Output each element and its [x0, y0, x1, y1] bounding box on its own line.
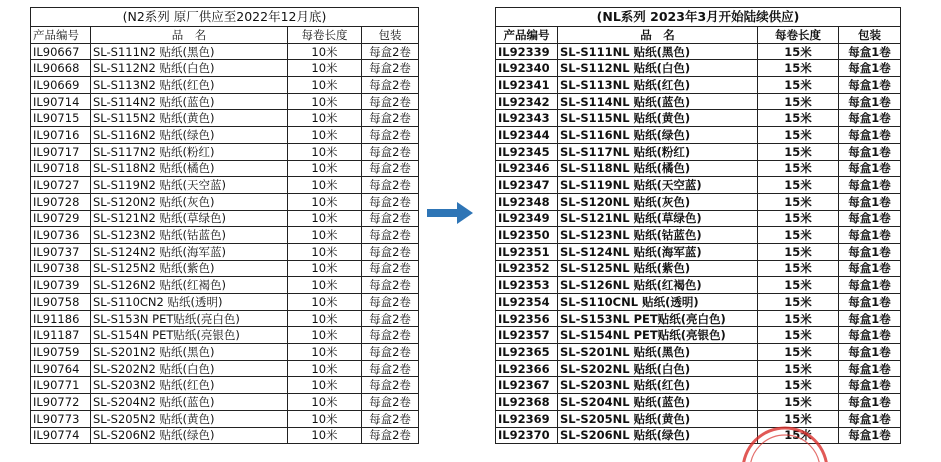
product-code: IL90718: [31, 160, 91, 177]
roll-length: 10米: [288, 277, 362, 294]
product-code: IL92357: [496, 327, 558, 344]
packaging: 每盒1卷: [839, 143, 901, 160]
roll-length: 15米: [758, 344, 839, 361]
table-row: [31, 93, 419, 110]
product-code: IL92356: [496, 310, 558, 327]
table-row: [496, 160, 901, 177]
product-code: IL92354: [496, 294, 558, 311]
table-row: [496, 60, 901, 77]
product-name: SL-S121NL 贴纸(草绿色): [558, 210, 758, 227]
roll-length: 15米: [758, 410, 839, 427]
packaging: 每盒2卷: [362, 227, 419, 244]
table-row: [31, 310, 419, 327]
packaging: 每盒1卷: [839, 43, 901, 60]
product-code: IL90727: [31, 177, 91, 194]
roll-length: 15米: [758, 310, 839, 327]
product-name: SL-S153NL PET贴纸(亮白色): [558, 310, 758, 327]
roll-length: 15米: [758, 177, 839, 194]
packaging: 每盒2卷: [362, 160, 419, 177]
product-code: IL92344: [496, 127, 558, 144]
roll-length: 15米: [758, 43, 839, 60]
product-code: IL90764: [31, 360, 91, 377]
product-name: SL-S125NL 贴纸(紫色): [558, 260, 758, 277]
product-name: SL-S116NL 贴纸(绿色): [558, 127, 758, 144]
table-row: [496, 344, 901, 361]
table-row: [496, 193, 901, 210]
product-code: IL90773: [31, 410, 91, 427]
product-code: IL91187: [31, 327, 91, 344]
roll-length: 10米: [288, 260, 362, 277]
roll-length: 15米: [758, 93, 839, 110]
packaging: 每盒1卷: [839, 77, 901, 94]
packaging: 每盒1卷: [839, 327, 901, 344]
product-name: SL-S115NL 贴纸(黄色): [558, 110, 758, 127]
packaging: 每盒1卷: [839, 177, 901, 194]
roll-length: 15米: [758, 427, 839, 444]
product-name: SL-S124NL 贴纸(海军蓝): [558, 243, 758, 260]
product-name: SL-S120NL 贴纸(灰色): [558, 193, 758, 210]
product-name: SL-S119NL 贴纸(天空蓝): [558, 177, 758, 194]
packaging: 每盒1卷: [839, 410, 901, 427]
packaging: 每盒2卷: [362, 43, 419, 60]
packaging: 每盒2卷: [362, 260, 419, 277]
packaging: 每盒1卷: [839, 427, 901, 444]
product-code: IL90669: [31, 77, 91, 94]
table-row: [496, 377, 901, 394]
red-seal-stamp: [730, 422, 840, 462]
product-code: IL92353: [496, 277, 558, 294]
product-name: SL-S114NL 贴纸(蓝色): [558, 93, 758, 110]
roll-length: 10米: [288, 410, 362, 427]
packaging: 每盒2卷: [362, 310, 419, 327]
product-code: IL92365: [496, 344, 558, 361]
product-name: SL-S203NL 贴纸(红色): [558, 377, 758, 394]
n2-series-table: [30, 7, 419, 444]
product-name: SL-S125N2 贴纸(紫色): [91, 260, 288, 277]
packaging: 每盒2卷: [362, 110, 419, 127]
product-code: IL90729: [31, 210, 91, 227]
product-code: IL92351: [496, 243, 558, 260]
roll-length: 15米: [758, 60, 839, 77]
product-code: IL90717: [31, 143, 91, 160]
product-code: IL90714: [31, 93, 91, 110]
roll-length: 10米: [288, 143, 362, 160]
table-row: [31, 394, 419, 411]
packaging: 每盒2卷: [362, 193, 419, 210]
product-name: SL-S201N2 贴纸(黑色): [91, 344, 288, 361]
product-code: IL90774: [31, 427, 91, 444]
product-code: IL92345: [496, 143, 558, 160]
product-name: SL-S118N2 贴纸(橘色): [91, 160, 288, 177]
product-code: IL90716: [31, 127, 91, 144]
product-name: SL-S203N2 贴纸(红色): [91, 377, 288, 394]
roll-length: 10米: [288, 160, 362, 177]
product-code: IL91186: [31, 310, 91, 327]
table-row: [496, 77, 901, 94]
packaging: 每盒1卷: [839, 210, 901, 227]
header-packaging: 包装: [362, 27, 419, 44]
table-row: [496, 93, 901, 110]
packaging: 每盒1卷: [839, 127, 901, 144]
product-code: IL92370: [496, 427, 558, 444]
roll-length: 10米: [288, 93, 362, 110]
product-name: SL-S204N2 贴纸(蓝色): [91, 394, 288, 411]
product-code: IL92343: [496, 110, 558, 127]
product-code: IL90739: [31, 277, 91, 294]
packaging: 每盒2卷: [362, 127, 419, 144]
roll-length: 10米: [288, 127, 362, 144]
packaging: 每盒1卷: [839, 377, 901, 394]
nl-series-table: [495, 7, 901, 444]
product-name: SL-S116N2 贴纸(绿色): [91, 127, 288, 144]
roll-length: 15米: [758, 160, 839, 177]
product-name: SL-S205NL 贴纸(黄色): [558, 410, 758, 427]
table-row: [31, 127, 419, 144]
product-code: IL92342: [496, 93, 558, 110]
table-row: [31, 294, 419, 311]
packaging: 每盒2卷: [362, 360, 419, 377]
roll-length: 10米: [288, 394, 362, 411]
roll-length: 15米: [758, 127, 839, 144]
table-row: [31, 243, 419, 260]
product-code: IL92369: [496, 410, 558, 427]
table-row: [31, 210, 419, 227]
product-name: SL-S114N2 贴纸(蓝色): [91, 93, 288, 110]
product-name: SL-S110CN2 贴纸(透明): [91, 294, 288, 311]
product-name: SL-S110CNL 贴纸(透明): [558, 294, 758, 311]
packaging: 每盒1卷: [839, 160, 901, 177]
packaging: 每盒1卷: [839, 360, 901, 377]
product-name: SL-S202NL 贴纸(白色): [558, 360, 758, 377]
roll-length: 10米: [288, 210, 362, 227]
product-name: SL-S154N PET贴纸(亮银色): [91, 327, 288, 344]
product-name: SL-S115N2 贴纸(黄色): [91, 110, 288, 127]
packaging: 每盒1卷: [839, 193, 901, 210]
packaging: 每盒2卷: [362, 210, 419, 227]
product-name: SL-S117NL 贴纸(粉红): [558, 143, 758, 160]
packaging: 每盒2卷: [362, 77, 419, 94]
roll-length: 10米: [288, 77, 362, 94]
packaging: 每盒2卷: [362, 427, 419, 444]
product-name: SL-S112N2 贴纸(白色): [91, 60, 288, 77]
roll-length: 10米: [288, 110, 362, 127]
roll-length: 10米: [288, 344, 362, 361]
packaging: 每盒2卷: [362, 294, 419, 311]
table-row: [31, 327, 419, 344]
roll-length: 10米: [288, 177, 362, 194]
table-row: [31, 277, 419, 294]
product-name: SL-S204NL 贴纸(蓝色): [558, 394, 758, 411]
table-row: [31, 410, 419, 427]
roll-length: 15米: [758, 327, 839, 344]
header-product-name: 品 名: [91, 27, 288, 44]
packaging: 每盒2卷: [362, 143, 419, 160]
roll-length: 15米: [758, 243, 839, 260]
header-packaging: 包装: [839, 27, 901, 44]
table-row: [31, 143, 419, 160]
roll-length: 10米: [288, 227, 362, 244]
product-name: SL-S154NL PET贴纸(亮银色): [558, 327, 758, 344]
arrow-right-icon: [427, 201, 473, 225]
roll-length: 15米: [758, 360, 839, 377]
product-name: SL-S113N2 贴纸(红色): [91, 77, 288, 94]
packaging: 每盒2卷: [362, 243, 419, 260]
table-row: [31, 344, 419, 361]
product-code: IL92347: [496, 177, 558, 194]
table-row: [496, 327, 901, 344]
product-code: IL90772: [31, 394, 91, 411]
packaging: 每盒2卷: [362, 410, 419, 427]
table-row: [496, 260, 901, 277]
roll-length: 15米: [758, 77, 839, 94]
product-code: IL90759: [31, 344, 91, 361]
table-row: [31, 160, 419, 177]
product-code: IL92368: [496, 394, 558, 411]
roll-length: 15米: [758, 193, 839, 210]
table-row: [496, 177, 901, 194]
product-name: SL-S111N2 贴纸(黑色): [91, 43, 288, 60]
table-row: [31, 227, 419, 244]
product-name: SL-S126NL 贴纸(红褐色): [558, 277, 758, 294]
roll-length: 10米: [288, 377, 362, 394]
roll-length: 15米: [758, 110, 839, 127]
product-name: SL-S119N2 贴纸(天空蓝): [91, 177, 288, 194]
table-row: [496, 360, 901, 377]
product-name: SL-S153N PET贴纸(亮白色): [91, 310, 288, 327]
table-row: [496, 243, 901, 260]
table-row: [496, 43, 901, 60]
product-code: IL90668: [31, 60, 91, 77]
product-code: IL92367: [496, 377, 558, 394]
table-row: [31, 260, 419, 277]
header-product-name: 品 名: [558, 27, 758, 44]
product-name: SL-S124N2 贴纸(海军蓝): [91, 243, 288, 260]
roll-length: 15米: [758, 227, 839, 244]
product-name: SL-S126N2 贴纸(红褐色): [91, 277, 288, 294]
roll-length: 10米: [288, 360, 362, 377]
header-roll-length: 每卷长度: [758, 27, 839, 44]
product-code: IL90771: [31, 377, 91, 394]
table-row: [496, 277, 901, 294]
roll-length: 15米: [758, 210, 839, 227]
packaging: 每盒2卷: [362, 344, 419, 361]
table-row: [31, 427, 419, 444]
roll-length: 15米: [758, 394, 839, 411]
product-code: IL92346: [496, 160, 558, 177]
product-name: SL-S118NL 贴纸(橘色): [558, 160, 758, 177]
product-name: SL-S117N2 贴纸(粉红): [91, 143, 288, 160]
roll-length: 10米: [288, 327, 362, 344]
roll-length: 10米: [288, 193, 362, 210]
table-row: [496, 143, 901, 160]
header-roll-length: 每卷长度: [288, 27, 362, 44]
packaging: 每盒2卷: [362, 377, 419, 394]
product-code: IL92340: [496, 60, 558, 77]
table-row: [31, 43, 419, 60]
packaging: 每盒2卷: [362, 327, 419, 344]
table-row: [496, 210, 901, 227]
roll-length: 10米: [288, 43, 362, 60]
product-name: SL-S111NL 贴纸(黑色): [558, 43, 758, 60]
product-code: IL90736: [31, 227, 91, 244]
table-title: (N2系列 原厂供应至2022年12月底): [31, 8, 419, 27]
product-code: IL90728: [31, 193, 91, 210]
packaging: 每盒1卷: [839, 93, 901, 110]
product-code: IL92350: [496, 227, 558, 244]
product-name: SL-S113NL 贴纸(红色): [558, 77, 758, 94]
roll-length: 10米: [288, 310, 362, 327]
packaging: 每盒1卷: [839, 260, 901, 277]
table-row: [496, 227, 901, 244]
roll-length: 10米: [288, 243, 362, 260]
packaging: 每盒2卷: [362, 277, 419, 294]
product-name: SL-S202N2 贴纸(白色): [91, 360, 288, 377]
table-row: [31, 377, 419, 394]
packaging: 每盒2卷: [362, 177, 419, 194]
table-row: [31, 360, 419, 377]
product-code: IL92366: [496, 360, 558, 377]
roll-length: 10米: [288, 427, 362, 444]
product-code: IL92352: [496, 260, 558, 277]
packaging: 每盒2卷: [362, 60, 419, 77]
packaging: 每盒2卷: [362, 394, 419, 411]
roll-length: 15米: [758, 294, 839, 311]
packaging: 每盒1卷: [839, 60, 901, 77]
packaging: 每盒1卷: [839, 344, 901, 361]
product-code: IL90738: [31, 260, 91, 277]
product-code: IL92339: [496, 43, 558, 60]
product-name: SL-S112NL 贴纸(白色): [558, 60, 758, 77]
product-name: SL-S206NL 贴纸(绿色): [558, 427, 758, 444]
product-code: IL90715: [31, 110, 91, 127]
packaging: 每盒2卷: [362, 93, 419, 110]
product-code: IL90737: [31, 243, 91, 260]
product-name: SL-S201NL 贴纸(黑色): [558, 344, 758, 361]
table-row: [31, 60, 419, 77]
header-product-code: 产品编号: [496, 27, 558, 44]
product-name: SL-S120N2 贴纸(灰色): [91, 193, 288, 210]
roll-length: 10米: [288, 60, 362, 77]
product-code: IL92341: [496, 77, 558, 94]
table-row: [496, 394, 901, 411]
packaging: 每盒1卷: [839, 394, 901, 411]
product-code: IL90758: [31, 294, 91, 311]
table-row: [31, 77, 419, 94]
table-row: [496, 110, 901, 127]
table-row: [31, 193, 419, 210]
roll-length: 15米: [758, 277, 839, 294]
packaging: 每盒1卷: [839, 110, 901, 127]
table-row: [31, 110, 419, 127]
product-name: SL-S123N2 贴纸(钴蓝色): [91, 227, 288, 244]
packaging: 每盒1卷: [839, 227, 901, 244]
product-name: SL-S206N2 贴纸(绿色): [91, 427, 288, 444]
roll-length: 15米: [758, 143, 839, 160]
table-title: (NL系列 2023年3月开始陆续供应): [496, 8, 901, 27]
product-code: IL92349: [496, 210, 558, 227]
packaging: 每盒1卷: [839, 277, 901, 294]
product-name: SL-S121N2 贴纸(草绿色): [91, 210, 288, 227]
table-row: [31, 177, 419, 194]
packaging: 每盒1卷: [839, 310, 901, 327]
roll-length: 10米: [288, 294, 362, 311]
roll-length: 15米: [758, 260, 839, 277]
product-name: SL-S123NL 贴纸(钴蓝色): [558, 227, 758, 244]
product-name: SL-S205N2 贴纸(黄色): [91, 410, 288, 427]
table-row: [496, 127, 901, 144]
roll-length: 15米: [758, 377, 839, 394]
table-row: [496, 310, 901, 327]
packaging: 每盒1卷: [839, 294, 901, 311]
packaging: 每盒1卷: [839, 243, 901, 260]
product-code: IL92348: [496, 193, 558, 210]
header-product-code: 产品编号: [31, 27, 91, 44]
product-code: IL90667: [31, 43, 91, 60]
table-row: [496, 294, 901, 311]
